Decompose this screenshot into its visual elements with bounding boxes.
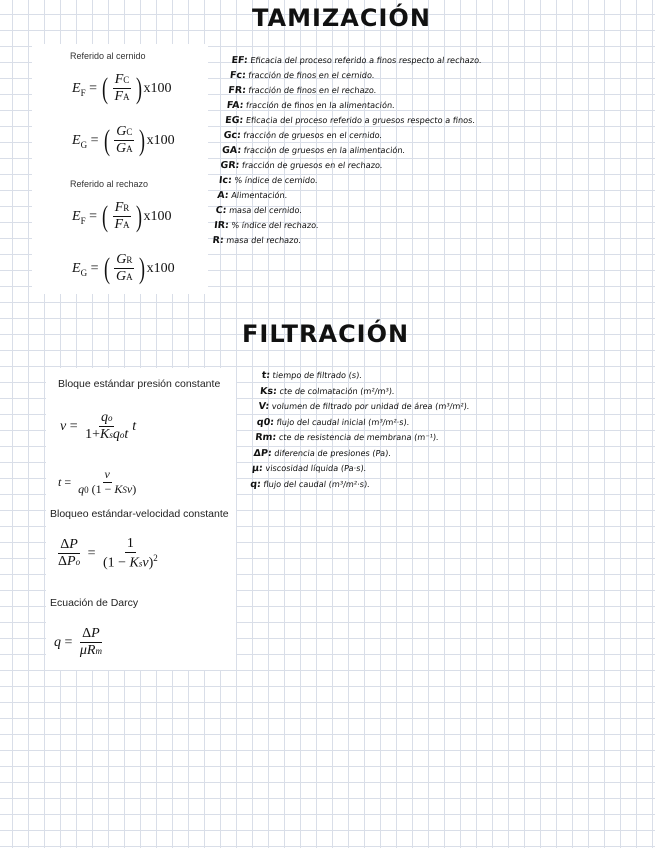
- note-line: Gc: fracción de gruesos en el cernido.: [222, 130, 383, 141]
- formula-presion-t: t = $\frac{v}{\text{q0 (1 − KSv)}}$: [58, 467, 137, 496]
- tamizacion-title: TAMIZACIÓN: [252, 4, 431, 32]
- filtracion-title: FILTRACIÓN: [242, 320, 410, 348]
- note-line: R: masa del rechazo.: [211, 235, 302, 246]
- note-line: Ks: cte de colmatación (m²/m³).: [259, 385, 396, 397]
- note-line: FA: fracción de finos en la alimentación.: [226, 100, 396, 111]
- note-line: q: flujo del caudal (m³/m²·s).: [249, 478, 371, 490]
- note-line: Rm: cte de resistencia de membrana (m⁻¹).: [254, 432, 440, 443]
- note-line: μ: viscosidad líquida (Pa·s).: [251, 463, 367, 474]
- note-line: t: tiempo de filtrado (s).: [261, 370, 363, 381]
- tamizacion-notes: [212, 53, 483, 248]
- filtracion-formula-panel: [46, 368, 236, 670]
- note-line: q0: flujo del caudal inicial (m³/m²·s).: [256, 416, 410, 428]
- label-bloque-presion: Bloque estándar presión constante: [58, 378, 221, 390]
- filtracion-notes: [249, 368, 473, 492]
- formula-eg-rechazo: E G = ( $\frac{GR}{GA}$ ) x100: [72, 251, 175, 285]
- note-line: V: volumen de filtrado por unidad de área (m³/m²).: [257, 401, 471, 412]
- note-line: GA: fracción de gruesos en la alimentación.: [221, 145, 406, 156]
- label-referido-rechazo: Referido al rechazo: [70, 179, 149, 189]
- label-bloqueo-velocidad: Bloqueo estándar-velocidad constante: [50, 508, 229, 520]
- formula-velocidad: $\frac{\Delta P}{\text{ΔPo}}$ = $\frac{1}{(1 - Ksv)^2}$: [58, 536, 158, 571]
- note-line: GR: fracción de gruesos en el rechazo.: [219, 160, 384, 171]
- formula-darcy: q = $\frac{\Delta P}{\text{μRm}}$: [54, 626, 102, 659]
- formula-ef-rechazo: E F = ( $\frac{FR}{FA}$ ) x100: [72, 199, 172, 233]
- note-line: IR: % índice del rechazo.: [213, 220, 320, 231]
- note-line: ΔP: diferencia de presiones (Pa).: [253, 447, 392, 459]
- formula-ef-cernido: E F = ( $\frac{FC}{FA}$ ) x100: [72, 71, 172, 105]
- note-line: Ic: % índice de cernido.: [218, 175, 319, 186]
- note-line: C: masa del cernido.: [215, 205, 303, 216]
- note-line: EF: Eficacia del proceso referido a finos respecto al rechazo.: [230, 55, 483, 66]
- tamizacion-formula-panel: [32, 44, 208, 294]
- formula-eg-cernido: E G = ( $\frac{GC}{GA}$ ) x100: [72, 123, 175, 157]
- note-line: A: Alimentación.: [216, 190, 288, 201]
- label-darcy: Ecuación de Darcy: [50, 597, 139, 609]
- note-line: FR: fracción de finos en el rechazo.: [227, 85, 377, 96]
- label-referido-cernido: Referido al cernido: [70, 51, 146, 61]
- note-line: Fc: fracción de finos en el cernido.: [229, 70, 376, 81]
- formula-presion-v: v = $\frac{qo}{\text{1+Ksqot}}$ t: [60, 410, 137, 443]
- note-line: EG: Eficacia del proceso referido a gruesos respecto a finos.: [224, 115, 476, 126]
